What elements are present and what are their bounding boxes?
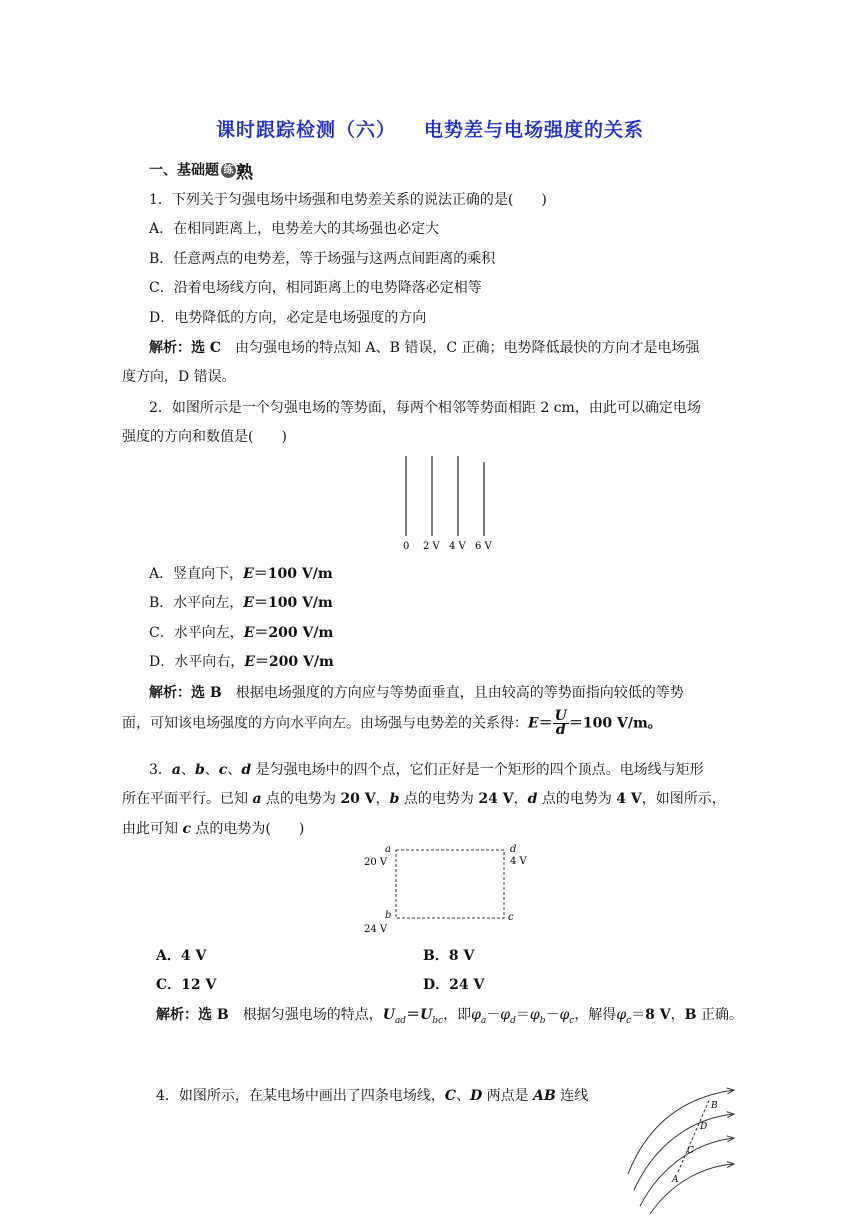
q2-option-c: C．水平向左，E＝200 V/m — [149, 625, 334, 641]
q4-stem: 4．如图所示，在某电场中画出了四条电场线，C、D 两点是 AB 连线 — [156, 1088, 589, 1104]
equipotential-figure — [390, 450, 510, 560]
field-line-1 — [628, 1090, 734, 1174]
label-0: 0 — [403, 541, 410, 552]
point-a-label: a — [385, 844, 391, 855]
q1-analysis-label: 解析：选 C — [149, 340, 222, 356]
field-lines-figure — [620, 1078, 750, 1216]
q3-option-b: B．8 V — [423, 948, 475, 964]
formula-fraction: $\frac{U}{d}$ — [554, 708, 567, 738]
q2-stem-1: 2．如图所示是一个匀强电场的等势面，每两个相邻等势面相距 2 cm，由此可以确定电场 — [149, 400, 701, 416]
q1-analysis-text: 由匀强电场的特点知 A、B 错误，C 正确；电势降低最快的方向才是电场强 — [221, 340, 700, 356]
label-2v: 2 V — [423, 541, 440, 552]
point-a-potential: 20 V — [364, 857, 388, 868]
q3-analysis: 解析：选 B 根据匀强电场的特点，$U_{ad}=U_{bc}$，即$\varphi_a-\varphi_d=\varphi_b-\varphi_c$，解得$\varphi_c=8$ V，B 正确。 — [156, 1007, 743, 1026]
section-badge: 练 — [221, 163, 236, 178]
rectangle-figure — [355, 840, 545, 940]
label-4v: 4 V — [449, 541, 466, 552]
point-b-label: b — [385, 910, 392, 921]
q2-option-b: B．水平向左，E＝100 V/m — [149, 595, 333, 611]
point-b-potential: 24 V — [364, 924, 388, 935]
q3-stem-1: 3．a、b、c、d 是匀强电场中的四个点，它们正好是一个矩形的四个顶点。电场线与矩形 — [149, 762, 704, 778]
point-d-label: d — [510, 844, 517, 855]
field-line-2 — [634, 1114, 734, 1190]
ab-dashed-line — [678, 1098, 710, 1172]
q2-analysis-text: 根据电场强度的方向应与等势面垂直，且由较高的等势面指向较低的等势 — [221, 685, 684, 701]
q2-option-a: A．竖直向下，E＝100 V/m — [149, 566, 333, 582]
point-D-label: D — [700, 1122, 708, 1132]
q3-option-c: C．12 V — [156, 977, 217, 993]
title-part-2: 电势差与电场强度的关系 — [424, 119, 645, 141]
q2-analysis-label: 解析：选 B — [149, 685, 222, 701]
q1-analysis-cont: 度方向，D 错误。 — [122, 369, 236, 385]
q2-analysis — [149, 682, 684, 702]
q3-option-d: D．24 V — [423, 977, 485, 993]
q2-stem-2: 强度的方向和数值是( ) — [122, 429, 287, 445]
label-6v: 6 V — [475, 541, 492, 552]
point-d-potential: 4 V — [510, 856, 527, 867]
section-suffix: 熟 — [236, 163, 253, 183]
field-line-4 — [650, 1164, 734, 1214]
point-B-label: B — [711, 1101, 718, 1111]
point-C-label: C — [687, 1146, 694, 1156]
q1-stem: 1．下列关于匀强电场中场强和电势差关系的说法正确的是( ) — [149, 192, 547, 208]
dashed-rectangle — [396, 850, 504, 918]
q1-option-b: B．任意两点的电势差，等于场强与这两点间距离的乘积 — [149, 251, 496, 267]
q3-stem-2: 所在平面平行。已知 a 点的电势为 20 V，b 点的电势为 24 V，d 点的电势为 4 V，如图所示， — [122, 791, 726, 807]
point-c-label: c — [508, 912, 514, 923]
title-part-1: 课时跟踪检测（六） — [215, 119, 396, 141]
q1-analysis — [149, 337, 700, 357]
q2-analysis-cont: 面，可知该电场强度的方向水平向左。由场强与电势差的关系得：E＝ $\frac{U}{d}$ ＝100 V/m。 — [122, 708, 662, 738]
q3-analysis-label: 解析：选 B — [156, 1007, 229, 1023]
q2-option-d: D．水平向右，E＝200 V/m — [149, 654, 334, 670]
q1-option-a: A．在相同距离上，电势差大的其场强也必定大 — [149, 221, 440, 237]
q1-option-c: C．沿着电场线方向，相同距离上的电势降落必定相等 — [149, 280, 482, 296]
q1-option-d: D．电势降低的方向，必定是电场强度的方向 — [149, 310, 427, 326]
section-header — [149, 158, 253, 183]
section-label: 一、基础题 — [149, 162, 219, 179]
q3-option-a: A．4 V — [156, 948, 207, 964]
q3-stem-3: 由此可知 c 点的电势为( ) — [122, 821, 305, 837]
page-title — [0, 115, 860, 142]
point-A-label: A — [672, 1175, 679, 1185]
